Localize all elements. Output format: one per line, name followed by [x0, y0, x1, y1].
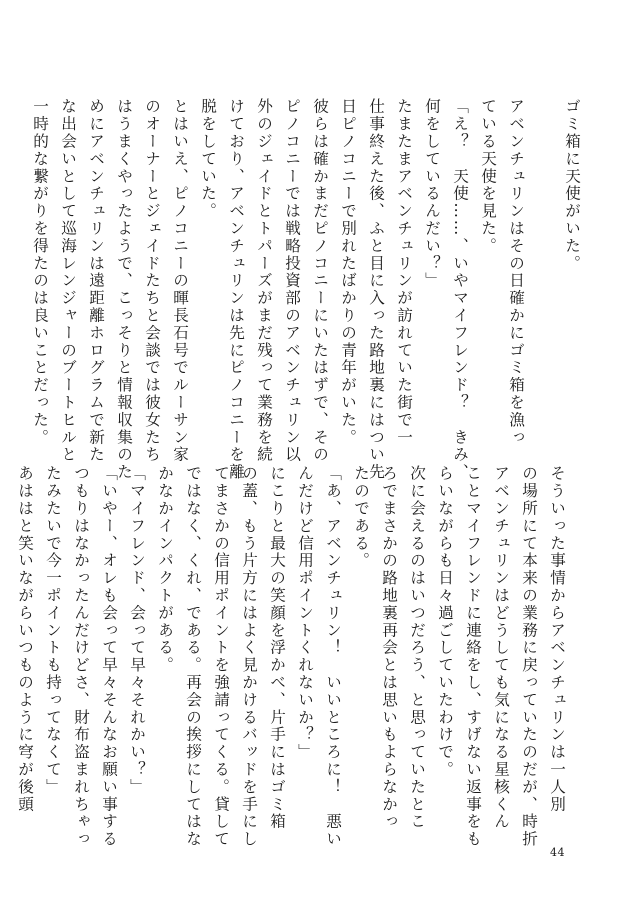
text-line: アベンチュリンはどうしても気になる星核くん	[492, 465, 510, 831]
text-line: にこりと最大の笑顔を浮かべ、片手にはゴミ箱	[268, 465, 286, 831]
text-line: たのである。	[352, 465, 370, 570]
text-line: とはいえ、ピノコニーの暉長石号でルーサン家	[171, 98, 189, 464]
text-line: ではなく、くれ、である。再会の挨拶にしてはな	[184, 465, 202, 848]
text-line: 何をしているんだい？」	[423, 98, 441, 290]
top-text-block	[26, 98, 586, 481]
text-line: たまたまアベンチュリンが訪れていた街で一	[395, 98, 413, 446]
text-line: そういった事情からアベンチュリンは一人別	[548, 465, 566, 813]
text-line: かなかインパクトがある。	[156, 465, 174, 674]
text-line: めにアベンチュリンは遠距離ホログラムで新た	[87, 98, 105, 464]
text-line: あははと笑いながらいつものように穹が後頭	[16, 465, 34, 813]
page-number: 44	[550, 846, 565, 859]
text-line: 「あ、アベンチュリン！ いいところに！ 悪い	[324, 465, 342, 848]
text-line: ピノコニーでは戦略投資部のアベンチュリン以	[283, 98, 301, 464]
text-line: てまさかの信用ポイントを強請ってくる。貸して	[212, 465, 230, 848]
text-line: たみたいで今一ポイントも持ってなくて」	[44, 465, 62, 796]
text-line: の蓋、もう片方にはよく見かけるバッドを手にし	[240, 465, 258, 848]
text-line: けており、アベンチュリンは先にピノコニーを離	[227, 98, 245, 481]
text-line: 日ピノコニーで別れたばかりの青年がいた。	[339, 98, 357, 446]
text-line: ことマイフレンドに連絡をし、すげない返事をも	[464, 465, 482, 848]
text-line: の場所にて本来の業務に戻っていたのだが、時折	[520, 465, 538, 848]
text-line: アベンチュリンはその日確かにゴミ箱を漁っ	[507, 98, 525, 446]
text-line: はうまくやったようで、こっそりと情報収集のた	[115, 98, 133, 481]
text-line: 一時的な繋がりを得たのは良いことだった。	[31, 98, 49, 446]
text-line: 仕事終えた後、ふと目に入った路地裏にはつい先	[367, 98, 385, 481]
text-line: な出会いとして巡海レンジャーのブートヒルと	[59, 98, 77, 464]
text-line: ゴミ箱に天使がいた。	[563, 98, 581, 272]
text-line: ている天使を見た。	[479, 98, 497, 255]
text-line: 次に会えるのはいつだろう、と思っていたとこ	[408, 465, 426, 831]
text-line: 彼らは確かまだピノコニーにいたはずで、その	[311, 98, 329, 464]
text-line: ろでまさかの路地裏再会とは思いもよらなかっ	[380, 465, 398, 831]
text-line: のオーナーとジェイドたちと会談では彼女たち	[143, 98, 161, 464]
text-line: 「いやー、オレも会って早々そんなお願い事する	[100, 465, 118, 848]
text-line: つもりはなかったんだけどさ、財布盗まれちゃっ	[72, 465, 90, 848]
text-line: 「マイフレンド、会って早々それかい？」	[128, 465, 146, 796]
text-line: らいながらも日々過ごしていたわけで。	[436, 465, 454, 779]
text-line: んだけど信用ポイントくれないか？」	[296, 465, 314, 761]
text-line: 外のジェイドとトパーズがまだ残って業務を続	[255, 98, 273, 464]
text-line: 「え？ 天使……、いやマイフレンド？ きみ、	[451, 98, 469, 481]
text-line: 脱をしていた。	[199, 98, 217, 220]
bottom-text-block	[11, 465, 571, 848]
text-line	[530, 98, 558, 433]
